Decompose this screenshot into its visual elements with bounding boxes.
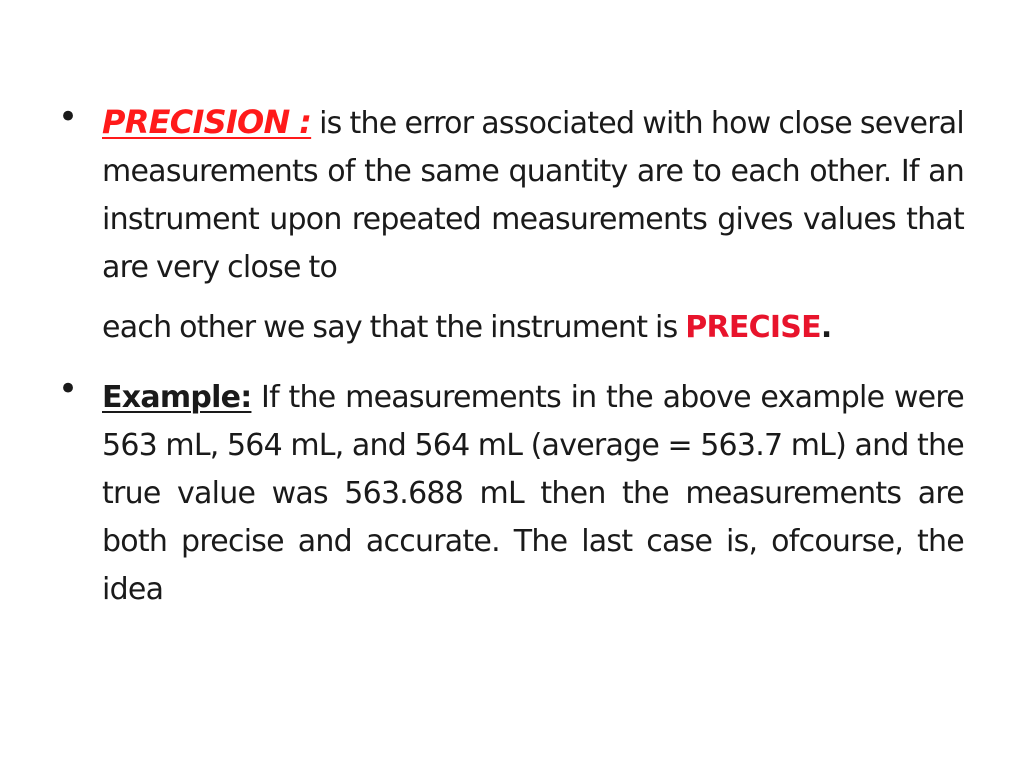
bullet-item-precision	[58, 98, 964, 352]
example-label: Example:	[102, 380, 252, 415]
bullet-icon: •	[58, 97, 79, 137]
precision-last-line	[102, 304, 832, 352]
precision-end-period: .	[820, 310, 832, 345]
precision-last-line-text: each other we say that the instrument is	[102, 310, 686, 345]
precision-term: PRECISION :	[102, 103, 312, 141]
example-paragraph	[102, 374, 964, 614]
bullet-list	[58, 98, 964, 614]
precise-highlight: PRECISE	[685, 310, 821, 345]
example-text: If the measurements in the above example were 563 mL, 564 mL, and 564 mL (average = 563.7 mL) and the true value was 563.688 mL then the measurements are both precise and accurate. The last case is, ofcourse, the idea	[102, 380, 964, 607]
bullet-item-example	[58, 369, 964, 614]
precision-paragraph	[102, 98, 964, 352]
bullet-icon: •	[58, 369, 79, 409]
precision-definition-text: is the error associated with how close several measurements of the same quantity are to each other. If an instrument upon repeated measurements gives values that are very close to	[102, 106, 964, 285]
